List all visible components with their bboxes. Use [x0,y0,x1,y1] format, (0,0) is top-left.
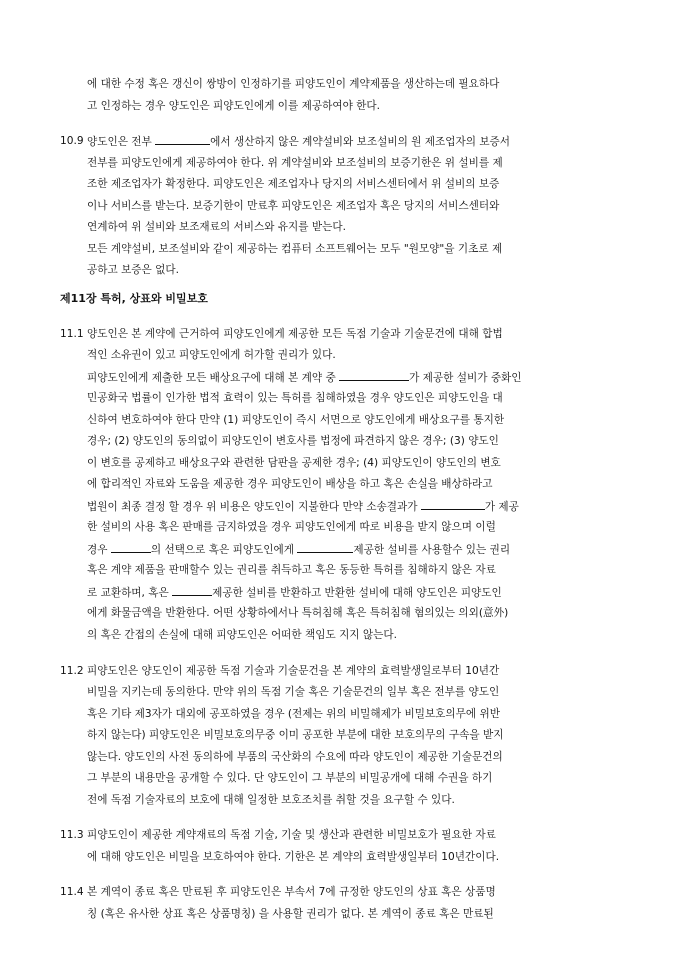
text-line: 의 혹은 간접의 손실에 대해 피양도인은 어떠한 책임도 지지 않는다. [87,629,397,641]
text-line: 조한 제조업자가 확정한다. 피양도인은 제조업자나 당지의 서비스센터에서 위 설비의 보증 [87,178,500,190]
text-line: 신하여 변호하여야 한다 만약 (1) 피양도인이 즉시 서면으로 양도인에게 배상요구를 통지한 [87,414,505,426]
text-segment: 로 교환하며, 혹은 [87,587,173,599]
text-line: 적인 소유권이 있고 피양도인에게 허가할 권리가 있다. [87,349,336,361]
fill-in-blank [421,499,485,510]
text-line: 전부를 피양도인에게 제공하여야 한다. 위 계약설비와 보조설비의 보증기한은 위 설비를 제 [87,157,503,169]
text-line: 이나 서비스를 받는다. 보증기한이 만료후 피양도인은 제조업자 혹은 당지의 서비스센터와 [87,200,500,212]
text-line: 민공화국 법률이 인가한 법적 효력이 있는 특허를 침해하였을 경우 양도인은 피양도인을 대 [87,392,503,404]
text-line: 비밀을 지키는데 동의한다. 만약 위의 독점 기술 혹은 기술문건의 일부 혹은 전부를 양도인 [87,686,500,698]
text-line: 이 변호를 공제하고 배상요구와 관련한 담판을 공제한 경우; (4) 피양도인이 양도인의 변호 [87,457,501,469]
text-line: 연계하여 위 설비와 보조재료의 서비스와 유지를 받는다. [87,221,346,233]
text-segment: 가 제공 [484,501,519,513]
text-segment: 양도인은 전부 [87,136,156,148]
text-line [87,499,519,513]
fill-in-blank [172,585,212,596]
clause-number: 11.4 [60,886,84,898]
text-line: 전에 독점 기술자료의 보호에 대해 일정한 보호조치를 취할 것을 요구할 수 있다. [87,794,455,806]
text-line: 에 합리적인 자료와 도움을 제공한 경우 피양도인이 배상을 하고 혹은 손실을 배상하라고 [87,478,493,490]
text-line: 공하고 보증은 없다. [87,264,179,276]
text-line [87,370,522,384]
text-line: 고 인정하는 경우 양도인은 피양도인에게 이를 제공하여야 한다. [87,100,381,112]
text-segment: 경우 [87,544,111,556]
text-segment: 가 제공한 설비가 중화인 [409,372,522,384]
text-line: 에게 화물금액을 반환한다. 어떤 상황하에서나 특허침해 혹은 특허침해 혐의있는 의외(意外) [87,607,509,619]
clause-number: 11.2 [60,665,84,677]
text-line: 모든 계약설비, 보조설비와 같이 제공하는 컴퓨터 소프트웨어는 모두 "원모양"을 기초로 제 [87,243,503,255]
text-line [87,542,510,556]
text-line: 한 설비의 사용 혹은 판매를 금지하였을 경우 피양도인에게 따로 비용을 받지 않으며 이럴 [87,521,496,533]
text-line: 혹은 계약 제품을 판매할수 있는 권리를 취득하고 혹은 동등한 특허를 침해하지 않은 자료 [87,564,496,576]
fill-in-blank [339,370,409,381]
text-line: 피양도인이 제공한 계약재료의 독점 기술, 기술 및 생산과 관련한 비밀보호가 필요한 자료 [87,829,496,841]
text-line: 피양도인은 양도인이 제공한 독점 기술과 기술문건을 본 계약의 효력발생일로부터 10년간 [87,665,500,677]
text-line: 하지 않는다) 피양도인은 비밀보호의무중 이미 공포한 부분에 대한 보호의무의 구속을 받지 [87,729,504,741]
clause-number: 10.9 [60,135,84,147]
fill-in-blank [111,542,151,553]
text-line: 경우; (2) 양도인의 동의없이 피양도인이 변호사를 법정에 파견하지 않은 경우; (3) 양도인 [87,435,499,447]
chapter-heading: 제11장 특허, 상표와 비밀보호 [60,292,208,305]
text-segment: 제공한 설비를 반환하고 반환한 설비에 대해 양도인은 피양도인 [212,587,502,599]
clause-number: 11.3 [60,829,84,841]
text-line [87,585,502,599]
text-line: 본 계역이 종료 혹은 만료된 후 피양도인은 부속서 7에 규정한 양도인의 상표 혹은 상품명 [87,886,496,898]
text-line: 칭 (혹은 유사한 상표 혹은 상품명칭) 을 사용할 권리가 없다. 본 계역이 종료 혹은 만료된 [87,908,494,920]
text-line: 에 대한 수정 혹은 갱신이 쌍방이 인정하기를 피양도인이 계약제품을 생산하는데 필요하다 [87,78,500,90]
clause-number: 11.1 [60,328,84,340]
text-line: 에 대해 양도인은 비밀을 보호하여야 한다. 기한은 본 계약의 효력발생일부터 10년간이다. [87,851,500,863]
text-line: 그 부분의 내용만을 공개할 수 있다. 단 양도인이 그 부분의 비밀공개에 대해 수권을 하기 [87,772,493,784]
text-line [87,134,510,148]
text-segment: 법원이 최종 결정 할 경우 위 비용은 양도인이 지불한다 만약 소송결과가 [87,501,421,513]
text-segment: 에서 생산하지 않은 계약설비와 보조설비의 원 제조업자의 보증서 [210,136,511,148]
text-segment: 의 선택으로 혹은 피양도인에게 [150,544,298,556]
text-line: 양도인은 본 계약에 근거하여 피양도인에게 제공한 모든 독점 기술과 기술문건에 대해 합법 [87,328,503,340]
fill-in-blank [297,542,353,553]
text-line: 않는다. 양도인의 사전 동의하에 부품의 국산화의 수요에 따라 양도인이 제공한 기술문건의 [87,751,503,763]
text-segment: 제공한 설비를 사용할수 있는 권리 [353,544,511,556]
text-segment: 피양도인에게 제출한 모든 배상요구에 대해 본 계약 중 [87,372,340,384]
fill-in-blank [155,134,210,145]
text-line: 혹은 기타 제3자가 대외에 공포하였을 경우 (전제는 위의 비밀해제가 비밀보호의무에 위반 [87,708,500,720]
